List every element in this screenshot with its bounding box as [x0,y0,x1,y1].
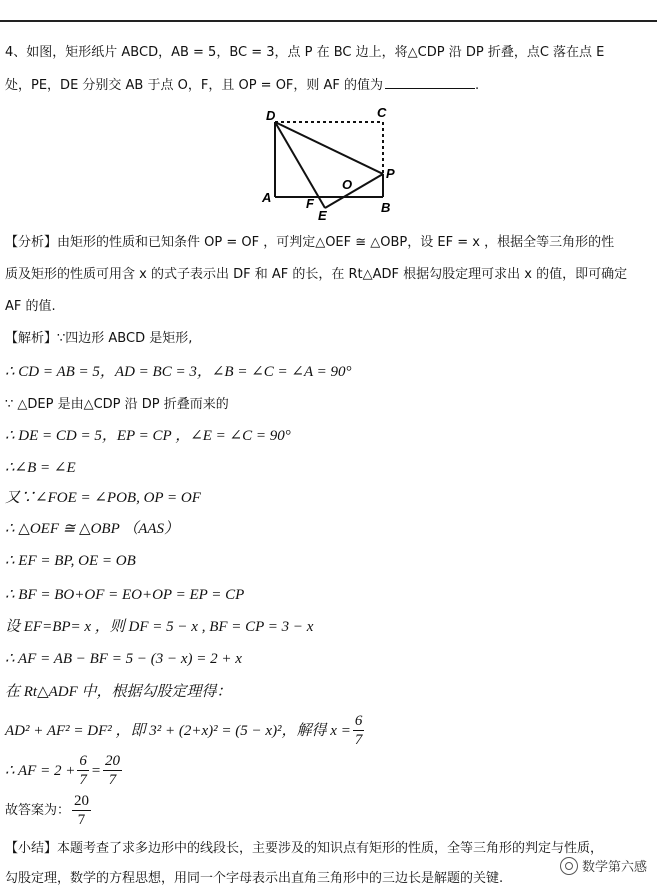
problem-line-2-text: 处，PE，DE 分别交 AB 于点 O，F，且 OP = OF，则 AF 的值为 [5,78,384,93]
problem-line-2 [5,74,479,97]
solution-line-3: ∵ △DEP 是由△CDP 沿 DP 折叠而来的 [5,397,229,412]
af-expression: ∴ AF = 2 + [5,762,76,779]
fraction-six-sevenths-2 [77,752,89,789]
label-b: B [381,200,391,215]
final-answer-line [5,792,93,829]
equation-text: AD² + AF² = DF² ，即 3² + (2+x)² = (5 − x)²，解得 x = [5,722,351,739]
analysis-line-2: 质及矩形的性质可用含 x 的式子表示出 DF 和 AF 的长，在 Rt△ADF 根据勾股定理可求出 x 的值，即可确定 [5,267,628,282]
label-c: C [377,105,387,120]
solution-line-2: ∴ CD = AB = 5，AD = BC = 3，∠B = ∠C = ∠A = 90° [5,364,352,380]
geometry-figure [258,102,408,222]
wechat-icon [560,857,578,875]
fraction-numerator: 20 [104,753,120,769]
fraction-six-sevenths [353,712,365,749]
fraction-numerator: 20 [74,793,90,809]
solution-line-14 [5,752,124,789]
solution-line-12: 在 Rt△ADF 中，根据勾股定理得： [5,684,232,700]
solution-line-8: ∴ EF = BP, OE = OB [5,553,136,569]
label-a: A [262,190,272,205]
fraction-denominator: 7 [354,732,363,748]
final-answer-fraction [72,792,91,829]
solution-line-6: 又∵∠FOE = ∠POB, OP = OF [5,490,201,506]
label-f: F [306,196,314,211]
label-e: E [318,208,327,222]
label-o: O [342,177,353,192]
solution-line-5: ∴∠B = ∠E [5,460,76,476]
problem-line-2-end: . [475,78,480,93]
solution-line-9: ∴ BF = BO+OF = EO+OP = EP = CP [5,587,245,603]
solution-line-1: 【解析】∵四边形 ABCD 是矩形, [5,331,193,346]
fraction-denominator: 7 [77,812,86,828]
top-rule [0,20,657,22]
final-answer-label: 故答案为： [5,802,71,818]
solution-line-13 [5,712,366,749]
watermark [560,856,647,875]
problem-line-1: 4、如图，矩形纸片 ABCD，AB = 5，BC = 3，点 P 在 BC 边上，将△CDP 沿 DP 折叠，点C 落在点 E [5,45,605,60]
solution-line-10: 设 EF=BP= x ，则 DF = 5 − x , BF = CP = 3 − x [5,619,314,635]
summary-line-1: 【小结】本题考查了求多边形中的线段长，主要涉及的知识点有矩形的性质，全等三角形的判定与性质， [5,841,604,856]
analysis-line-3: AF 的值. [5,299,56,314]
fraction-denominator: 7 [79,772,87,788]
solution-line-4: ∴ DE = CD = 5，EP = CP ，∠E = ∠C = 90° [5,428,291,444]
analysis-line-1: 【分析】由矩形的性质和已知条件 OP = OF ，可判定△OEF ≅ △OBP，设 EF = x ，根据全等三角形的性 [5,235,615,250]
answer-blank [385,74,475,89]
fraction-numerator: 6 [79,753,87,769]
fraction-twenty-sevenths [103,752,122,789]
watermark-text: 数学第六感 [581,860,647,875]
label-p: P [386,166,395,181]
equals-sign: = [90,762,101,779]
fraction-denominator: 7 [108,772,117,788]
label-d: D [266,108,276,123]
solution-line-7: ∴ △OEF ≅ △OBP （AAS） [5,521,180,537]
summary-line-2: 勾股定理，数学的方程思想，用同一个字母表示出直角三角形中的三边长是解题的关键. [5,871,504,886]
fraction-numerator: 6 [354,713,363,729]
solution-line-11: ∴ AF = AB − BF = 5 − (3 − x) = 2 + x [5,651,242,667]
segment-pe [325,174,383,208]
